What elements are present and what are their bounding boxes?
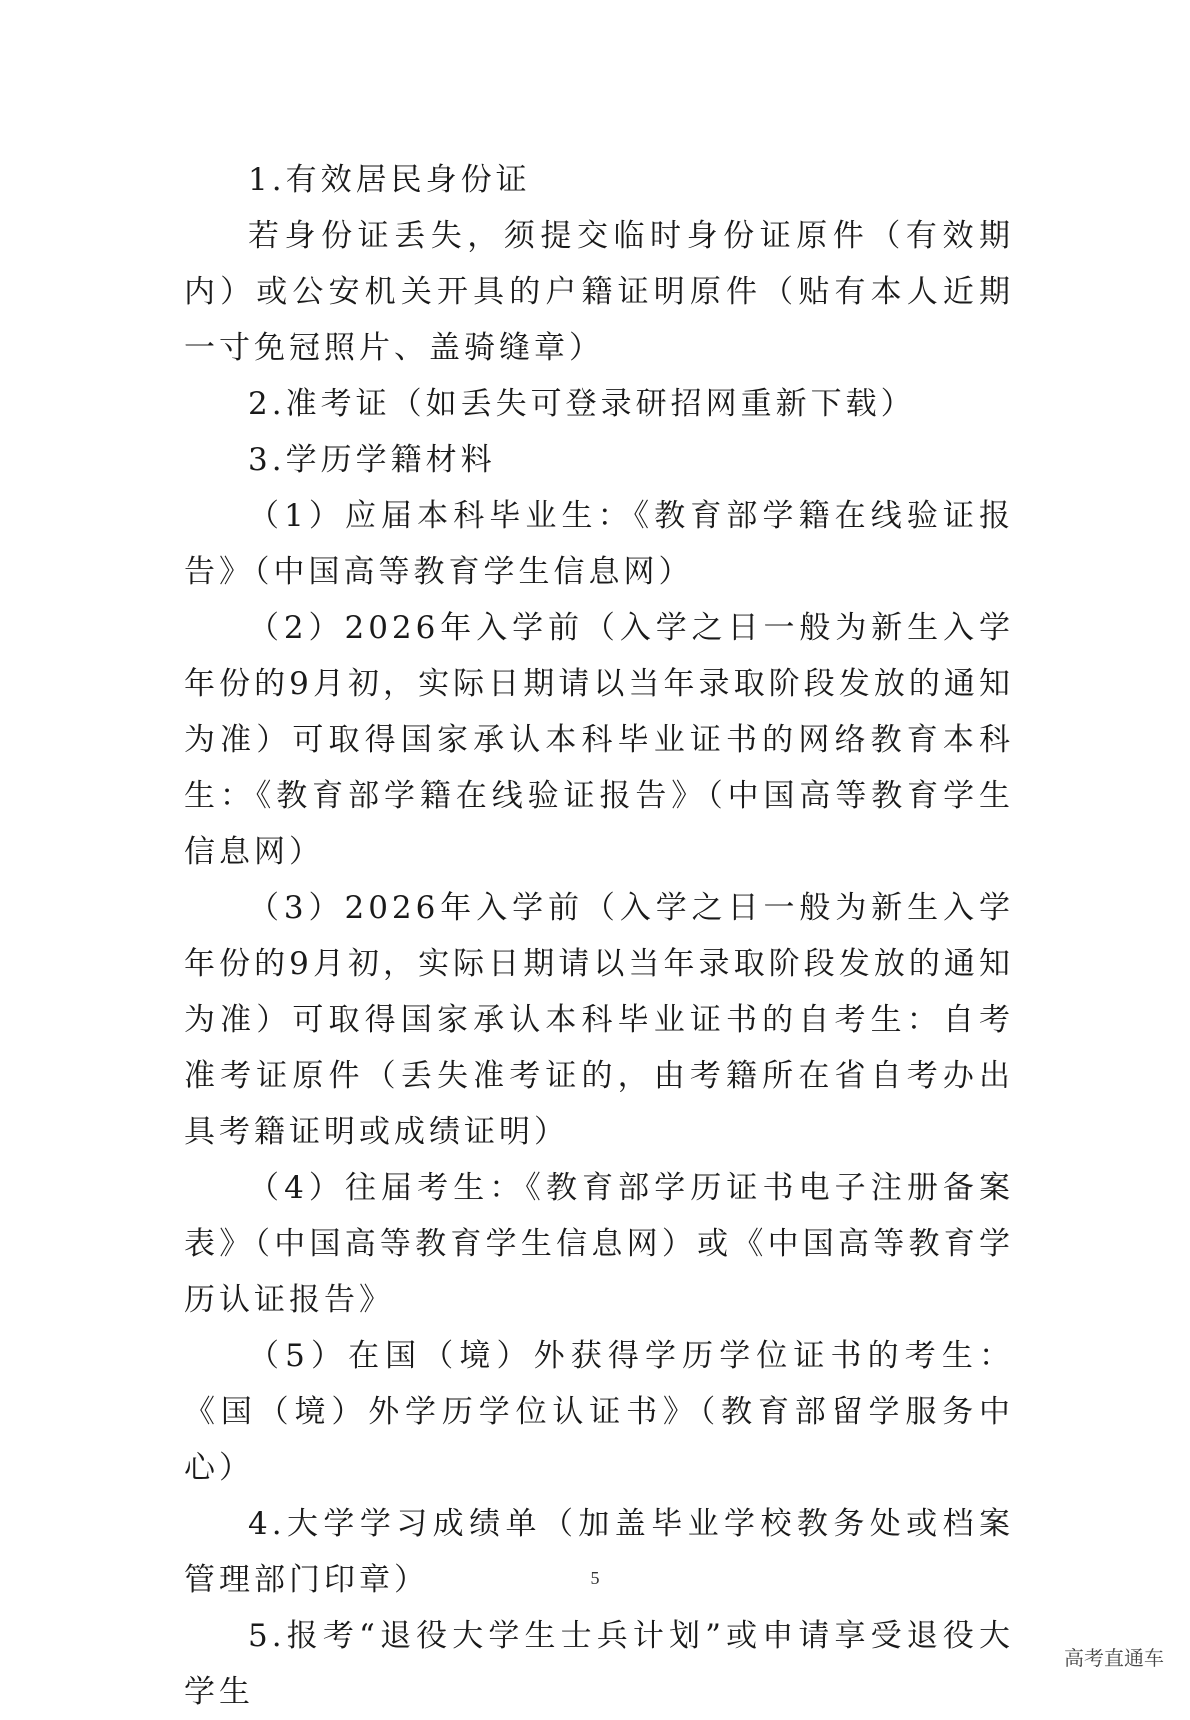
page-number: 5 <box>590 1568 600 1588</box>
paragraph-fresh-graduates: （1）应届本科毕业生：《教育部学籍在线验证报告》（中国高等教育学生信息网） <box>184 498 1014 590</box>
document-body <box>184 152 1014 1720</box>
watermark-text: 高考直通车 <box>1064 1646 1164 1670</box>
paragraph-online-education: （2）2026年入学前（入学之日一般为新生入学年份的9月初，实际日期请以当年录取阶段发放的通知为准）可取得国家承认本科毕业证书的网络教育本科生：《教育部学籍在线验证报告》（中国高等教育学生信息网） <box>184 610 1014 870</box>
paragraph-veteran-plan: 5.报考“退役大学生士兵计划”或申请享受退役大学生 <box>184 1618 1014 1710</box>
paragraph-overseas-degree: （5）在国（境）外获得学历学位证书的考生：《国（境）外学历学位认证书》（教育部留学服务中心） <box>184 1338 1014 1486</box>
paragraph-past-graduates: （4）往届考生：《教育部学历证书电子注册备案表》（中国高等教育学生信息网）或《中国高等教育学历认证报告》 <box>184 1170 1014 1318</box>
paragraph-id-card: 1.有效居民身份证 <box>248 162 531 198</box>
paragraph-id-card-lost: 若身份证丢失，须提交临时身份证原件（有效期内）或公安机关开具的户籍证明原件（贴有本人近期一寸免冠照片、盖骑缝章） <box>184 218 1014 366</box>
paragraph-transcript: 4.大学学习成绩单（加盖毕业学校教务处或档案管理部门印章） <box>184 1506 1014 1598</box>
paragraph-education-materials: 3.学历学籍材料 <box>248 442 496 478</box>
paragraph-admission-ticket: 2.准考证（如丢失可登录研招网重新下载） <box>248 386 916 422</box>
paragraph-self-study: （3）2026年入学前（入学之日一般为新生入学年份的9月初，实际日期请以当年录取阶段发放的通知为准）可取得国家承认本科毕业证书的自考生：自考准考证原件（丢失准考证的，由考籍所在省自考办出具考籍证明或成绩证明） <box>184 890 1014 1150</box>
